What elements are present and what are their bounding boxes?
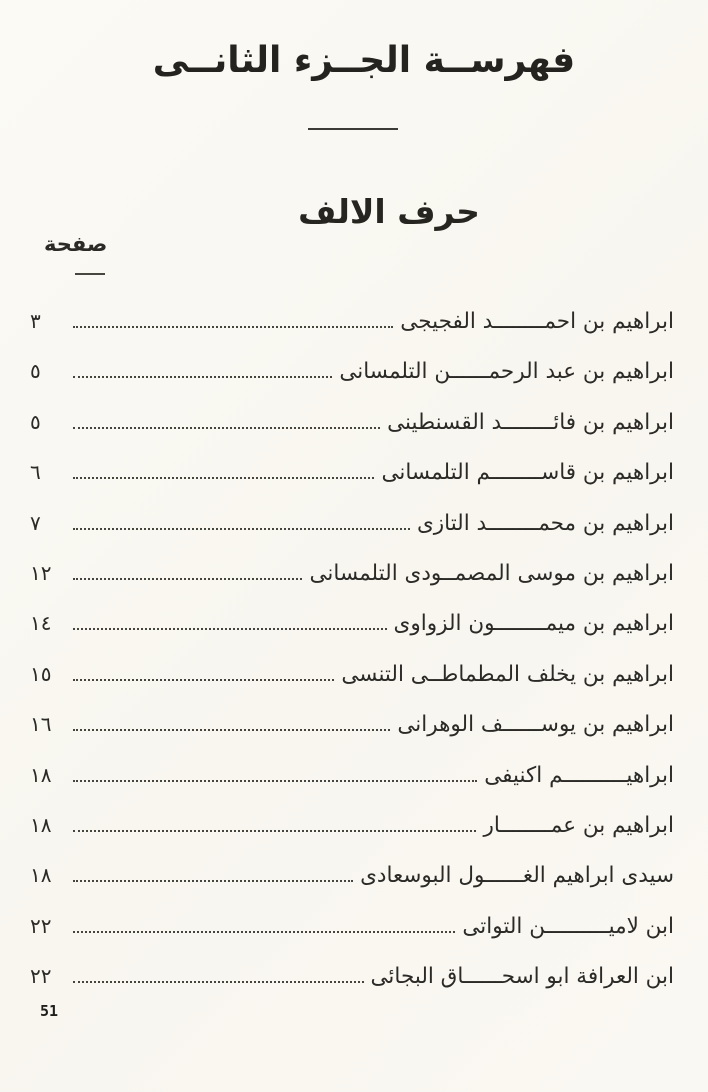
dotted-leader (73, 477, 374, 479)
toc-row (30, 902, 674, 952)
dotted-leader (73, 729, 390, 731)
entry-page-number: ٦ (30, 460, 41, 485)
dotted-leader (73, 780, 477, 782)
toc-row (30, 398, 674, 448)
title-divider (308, 128, 398, 130)
entry-name: ابراهيم بن فائــــــــد القسنطينى (387, 409, 674, 435)
entry-page-number: ٢٢ (30, 913, 52, 938)
toc-row (30, 700, 674, 750)
entry-page-number: ٢٢ (30, 964, 52, 989)
entry-name: ابراهيم بن محمــــــــد التازى (416, 510, 674, 536)
section-heading: حرف الالف (298, 192, 480, 231)
entry-page-number: ٥ (30, 359, 41, 384)
toc-row (30, 851, 674, 901)
dotted-leader (73, 931, 455, 933)
dotted-leader (73, 880, 353, 882)
entry-page-number: ١٨ (30, 812, 52, 837)
entry-page-number: ١٥ (30, 661, 52, 686)
entry-page-number: ١٨ (30, 863, 52, 888)
dotted-leader (73, 981, 364, 983)
entry-page-number: ١٤ (30, 611, 52, 636)
entry-page-number: ١٢ (30, 560, 52, 585)
entry-name: ابراهيم بن عبد الرحمــــــن التلمسانى (339, 359, 674, 385)
toc-row (30, 499, 674, 549)
entry-name: سيدى ابراهيم الغــــــول البوسعادى (360, 863, 674, 889)
entry-name: ابراهيم بن موسى المصمــودى التلمسانى (309, 560, 674, 586)
entry-name: ابراهيم بن ميمــــــــون الزواوى (393, 611, 674, 637)
dotted-leader (73, 376, 332, 378)
entry-page-number: ١٦ (30, 712, 52, 737)
entry-name: ابراهيــــــــــم اكنيفى (484, 762, 674, 788)
entry-name: ابراهيم بن يخلف المطماطــى التنسى (341, 661, 674, 687)
page-column-header (44, 232, 107, 275)
toc-row (30, 549, 674, 599)
entry-name: ابراهيم بن قاســــــــم التلمسانى (381, 460, 674, 486)
page-title: فهرســة الجــزء الثانــى (152, 40, 576, 81)
toc-row (30, 650, 674, 700)
toc-row (30, 347, 674, 397)
entry-name: ابراهيم بن احمــــــــد الفجيجى (400, 309, 674, 334)
toc-list (30, 297, 674, 1002)
toc-row (30, 297, 674, 347)
dotted-leader (73, 427, 380, 429)
dotted-leader (73, 326, 393, 328)
toc-row (30, 448, 674, 498)
toc-row (30, 751, 674, 801)
dotted-leader (73, 528, 410, 530)
toc-row (30, 801, 674, 851)
page-column-divider (75, 273, 105, 275)
entry-page-number: ٥ (30, 409, 41, 434)
entry-name: ابن لاميــــــــــن التواتى (462, 913, 674, 939)
entry-page-number: ٧ (30, 510, 41, 535)
entry-name: ابراهيم بن عمــــــــار (483, 812, 674, 838)
entry-name: ابراهيم بن يوســــــف الوهرانى (397, 712, 674, 738)
signature-mark: 51 (40, 1002, 59, 1020)
toc-row (30, 952, 674, 1002)
dotted-leader (73, 830, 476, 832)
entry-page-number: ١٨ (30, 762, 52, 787)
dotted-leader (73, 628, 387, 630)
dotted-leader (73, 578, 302, 580)
entry-name: ابن العرافة ابو اسحــــــاق البجائى (370, 964, 674, 990)
dotted-leader (73, 679, 334, 681)
page-column-label: صفحة (44, 232, 108, 256)
entry-page-number: ٣ (30, 309, 41, 333)
toc-row (30, 599, 674, 649)
